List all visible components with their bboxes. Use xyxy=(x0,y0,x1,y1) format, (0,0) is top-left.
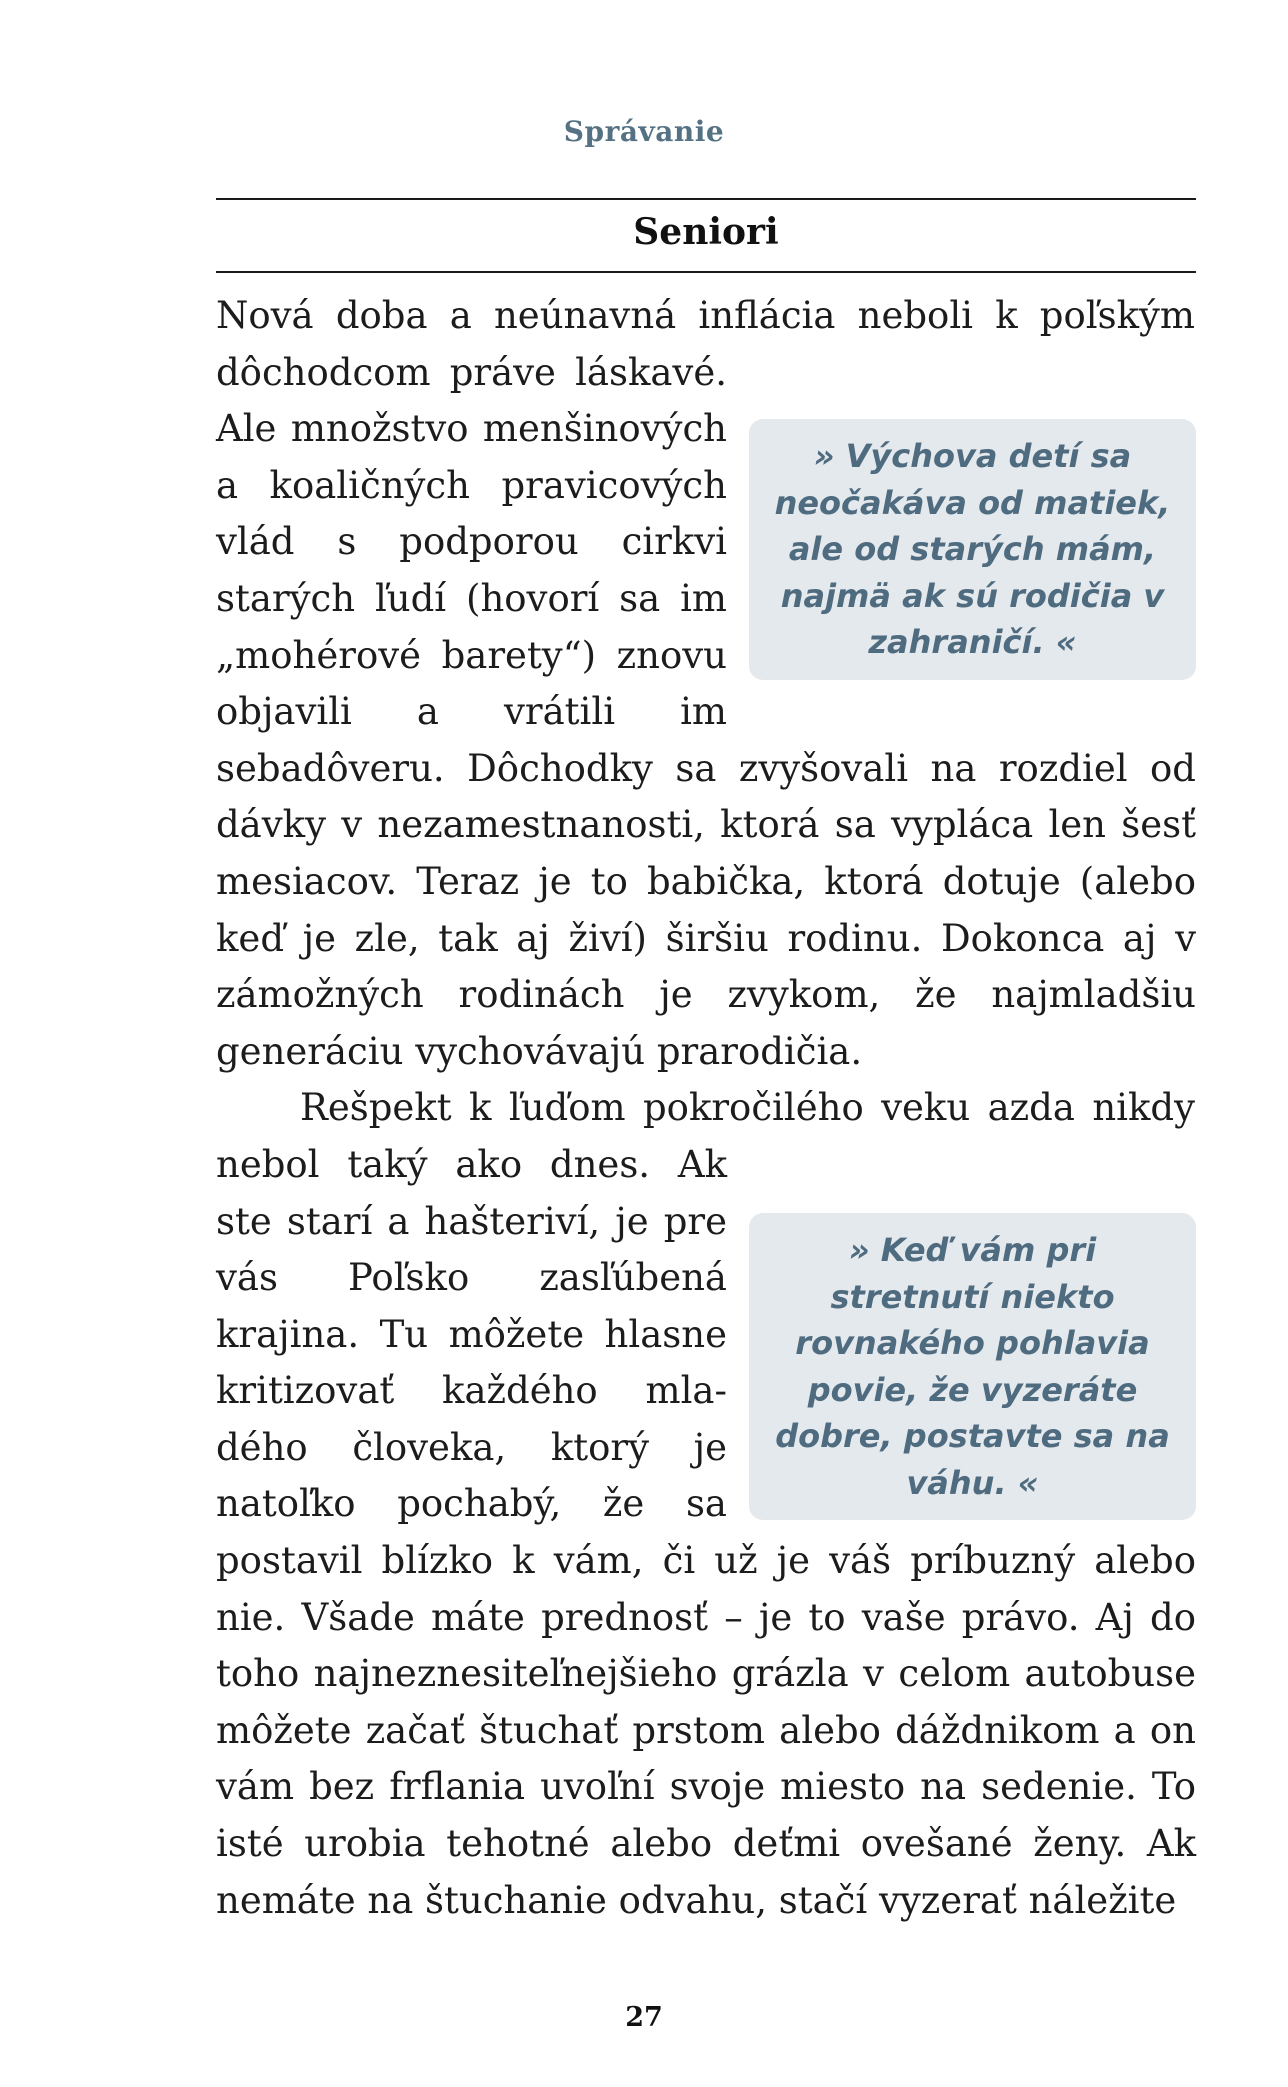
page-number: 27 xyxy=(625,2002,663,2033)
running-head: Správanie xyxy=(563,115,725,148)
paragraph-1-text: Nová doba a neúnavná inflácia neboli k poľským dôchodcom práve láskavé. Ale množstvo menšinových a koaličných pravicových vlád s podporou cirkvi starých ľudí (hovorí sa im „mohérové barety“) znovu objavili a vrátili im sebadôveru. Dôchodky sa zvyšovali na rozdiel od dávky v nezamestnanosti, ktorá sa vypláca len šesť mesiacov. Teraz je to babička, ktorá dotuje (alebo keď je zle, tak aj živí) širšiu rodinu. Dokonca aj v zámožných rodinách je zvykom, že najmladšiu generáciu vychovávajú prarodičia. xyxy=(216,294,1196,1073)
section-title: Seniori xyxy=(633,211,779,253)
paragraph-1 xyxy=(216,288,1196,1080)
paragraph-2 xyxy=(216,1080,1196,1929)
float-spacer xyxy=(1195,288,1196,394)
paragraph-2-text: Rešpekt k ľuďom pokročilého veku azda nikdy nebol taký ako dnes. Ak ste starí a hašteriví, je pre vás Poľsko zasľúbená krajina. Tu môžete hlasne kritizovať každého mladého človeka, ktorý je natoľko pochabý, že sa postavil blízko k vám, či už je váš príbuzný alebo nie. Všade máte prednosť – je to vaše právo. Aj do toho najneznesiteľnejšieho grázla v celom autobuse môžete začať štuchať prstom alebo dáždnikom a on vám bez frflania uvoľní svoje miesto na sedenie. To isté urobia tehotné alebo deťmi ovešané ženy. Ak nemáte na štuchanie odvahu, stačí vyzerať náležite xyxy=(216,1086,1196,1922)
float-spacer xyxy=(1195,1080,1196,1186)
body-text xyxy=(216,288,1196,1929)
title-rule-top xyxy=(216,198,1196,200)
pull-quote-1: » Výchova detí sa neočakáva od matiek, ale od starých mám, najmä ak sú rodičia v zahraničí. « xyxy=(749,419,1196,680)
pull-quote-2: » Keď vám pri stretnutí niekto rovnakého pohlavia povie, že vyzeráte dobre, postavte sa na váhu. « xyxy=(749,1213,1196,1520)
title-rule-bottom xyxy=(216,271,1196,273)
